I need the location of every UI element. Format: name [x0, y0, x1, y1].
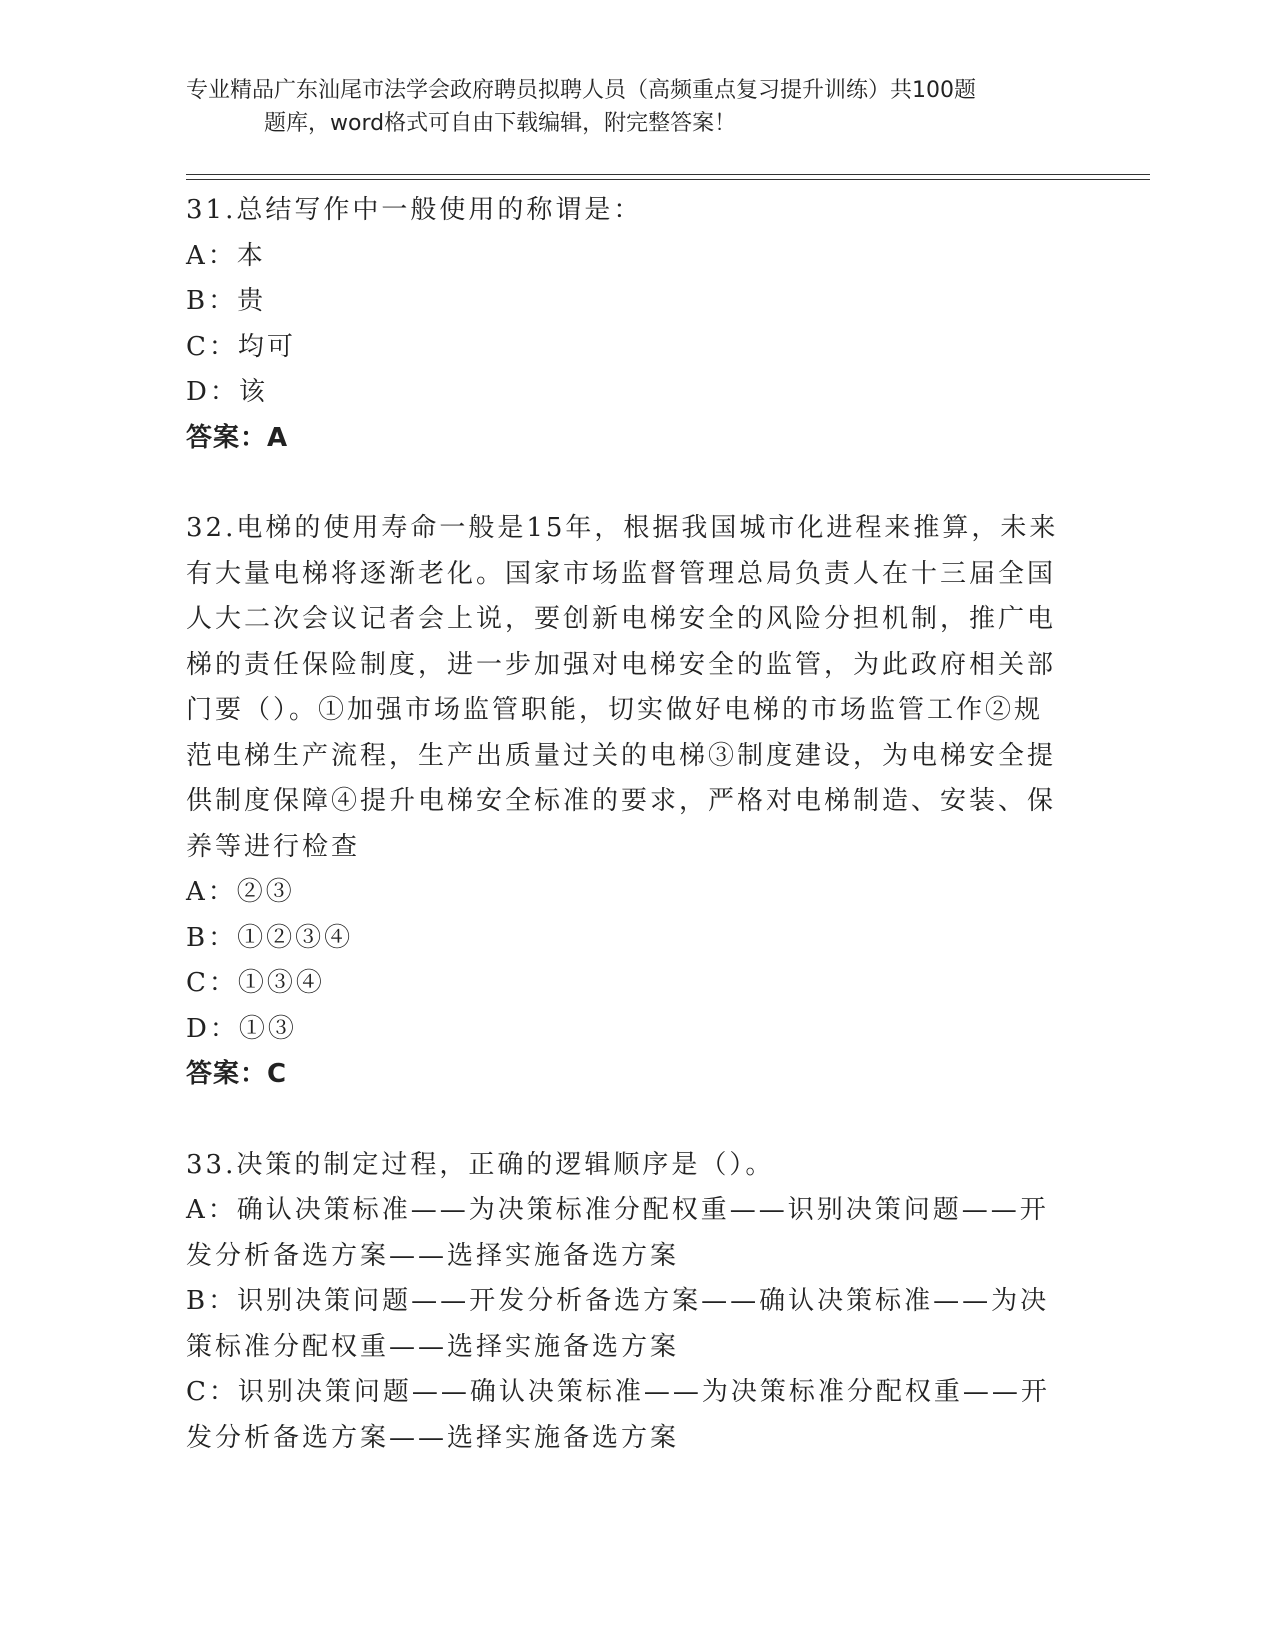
option-c: C：①③④	[186, 968, 325, 998]
header-title-line-1: 专业精品广东汕尾市法学会政府聘员拟聘人员（高频重点复习提升训练）共100题	[186, 78, 976, 103]
answer-label: 答案：A	[186, 422, 289, 453]
question-stem: 31.总结写作中一般使用的称谓是：	[186, 195, 643, 225]
option-d: D：①③	[186, 1013, 297, 1044]
option-b: B：贵	[186, 286, 267, 316]
question-32	[186, 506, 1066, 1098]
question-33	[186, 1143, 1066, 1462]
header-rule-top	[186, 174, 1150, 175]
answer-label: 答案：C	[186, 1059, 288, 1089]
option-a: A：确认决策标准——为决策标准分配权重——识别决策问题——开发分析备选方案——选择实施备选方案	[186, 1195, 1049, 1271]
option-d: D：该	[186, 377, 268, 407]
question-list	[186, 188, 1066, 1461]
question-stem: 33.决策的制定过程，正确的逻辑顺序是（）。	[186, 1149, 775, 1180]
document-header	[186, 74, 1086, 140]
option-b: B：识别决策问题——开发分析备选方案——确认决策标准——为决策标准分配权重——选择实施备选方案	[186, 1286, 1050, 1362]
option-a: A：本	[186, 240, 266, 271]
option-b: B：①②③④	[186, 922, 354, 953]
header-title-line-2: 题库，word格式可自由下载编辑，附完整答案！	[264, 111, 737, 136]
question-31	[186, 188, 1066, 461]
option-a: A：②③	[186, 877, 295, 907]
question-stem: 32.电梯的使用寿命一般是15年，根据我国城市化进程来推算，未来有大量电梯将逐渐老化。国家市场监督管理总局负责人在十三届全国人大二次会议记者会上说，要创新电梯安全的风险分担机制，推广电梯的责任保险制度，进一步加强对电梯安全的监管，为此政府相关部门要（）。①加强市场监管职能，切实做好电梯的市场监管工作②规范电梯生产流程，生产出质量过关的电梯③制度建设，为电梯安全提供制度保障④提升电梯安全标准的要求，严格对电梯制造、安装、保养等进行检查	[186, 513, 1059, 862]
option-c: C：识别决策问题——确认决策标准——为决策标准分配权重——开发分析备选方案——选择实施备选方案	[186, 1377, 1050, 1453]
header-rule-bottom	[186, 179, 1150, 180]
option-c: C：均可	[186, 331, 296, 362]
